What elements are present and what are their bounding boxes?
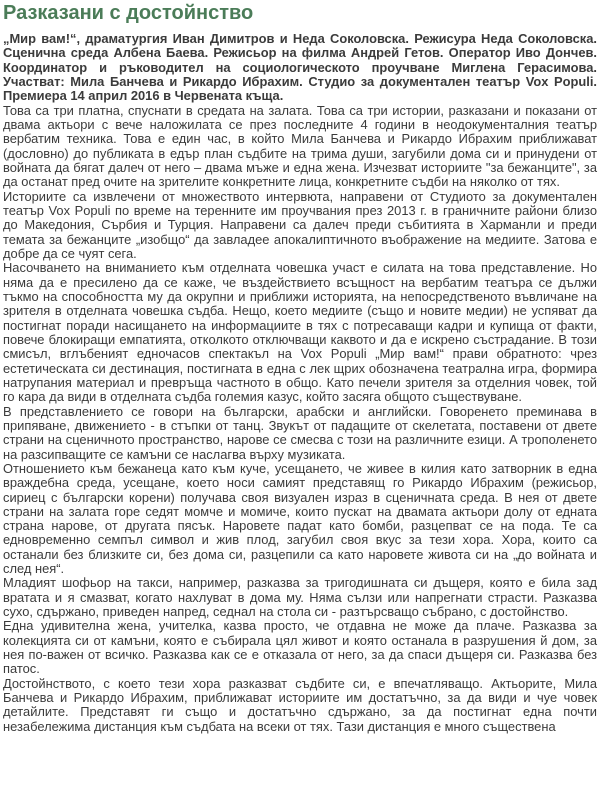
paragraph: Достойнството, с което тези хора разказват съдбите си, е впечатляващо. Актьорите, Мила Банчева и Рикардо Ибрахим, приближават историите им достатъчно, за да види и чуе човек детайлите. Представят ги също и достатъчно сдържано, за да постигнат една почти незабележима дистанция към съдбата на всеки от тях. Тази дистанция е много съществена	[3, 675, 597, 734]
paragraph: Една удивителна жена, учителка, казва просто, че отдавна не може да плаче. Разказва за колекцията си от камъни, която е събирала цял живот и която останала в разрушения й дом, за нея по-важен от всичко. Разказва как се е отказала от него, за да спаси дъщеря си. Разказва без патос.	[3, 618, 597, 677]
paragraph: В представлението се говори на български, арабски и английски. Говоренето преминава в припяване, движението - в стъпки от танц. Звукът от падащите от скелетата, поставени от двете страни на сценичното пространство, нарове се смесва с този на различните езици. А трополенето на разсипващите се камъни се наслагва върху музиката.	[3, 403, 597, 462]
article-body	[3, 104, 597, 734]
paragraph: Историите са извлечени от множеството интервюта, направени от Студиото за документален театър Vox Populi по време на теренните им проучвания през 2013 г. в граничните райони близо до Македония, Сърбия и Турция. Направени са далеч преди събитията в Харманли и преди темата за бежанците „изобщо“ да завладее апокалиптичното въображение на медиите. Затова е добре да се чуят сега.	[3, 188, 597, 261]
paragraph: Насочването на вниманието към отделната човешка участ е силата на това представление. Но няма да е пресилено да се каже, че въздействието всъщност на вербатим театъра се дължи тъкмо на способността му да окрупни и приближи историята, на непосредственото въвличане на зрителя в отделната човешка съдба. Нещо, което медиите (също и новите медии) не успяват да постигнат поради насищането на информациите в тях с потресаващи кадри и купища от факти, повече блокиращи емпатията, отколкото отключващи каквото и да е искрено състрадание. В този смисъл, вглъбеният едночасов спектакъл на Vox Populi „Мир вам!“ прави обратното: чрез естетическата си дестинация, постигната в една с лек щрих обозначена театрална игра, формира натрупания материал и превръща частното в общо. Като печели зрителя за отделния човек, той го кара да види в отделната съдба големия казус, който засяга общото съществуване.	[3, 260, 597, 405]
paragraph: Това са три платна, спуснати в средата на залата. Това са три истории, разказани и показани от двама актьори с вече наложилата се през последните 4 години в неодокументалния театър вербатим техника. Това е един час, в който Мила Банчева и Рикардо Ибрахим приближават (дословно) до публиката в едър план съдбите на трима души, загубили дома си и принудени от войната да бягат далеч от него – двама мъже и една жена. Изчезват историите "за бежанците", за да останат пред очите на зрителите конкретните лица, конкретните съдби на няколко от тях.	[3, 102, 597, 190]
paragraph: Младият шофьор на такси, например, разказва за тригодишната си дъщеря, която е била зад вратата и я смазват, когато нахлуват в дома му. Няма сълзи или напрегнати страсти. Разказва сухо, сдържано, приведен напред, седнал на стола си - разтърсващо събрано, с достойнство.	[3, 575, 597, 620]
paragraph: Отношението към бежанеца като към куче, усещането, че живее в килия като затворник в една враждебна среда, усещане, което носи самият представящ го Рикардо Ибрахим (режисьор, сириец с български корени) получава своя визуален израз в сценичната среда. В нея от двете страни на залата горе седят момче и момиче, които пускат на двамата актьори долу от едната страна нарове, от другата пясък. Наровете падат като бомби, разцепват се на пода. Те са едновременно семпъл символ и жив плод, загубил своя вкус за тези хора. Хора, които са останали без близките си, без дома си, разцепили са като наровете живота си на „до войната и след нея“.	[3, 460, 597, 577]
credits-paragraph: „Мир вам!“, драматургия Иван Димитров и Неда Соколовска. Режисура Неда Соколовска. Сценична среда Албена Баева. Режисьор на филма Андрей Гетов. Оператор Иво Дончев. Координатор и ръководител на социологическото проучване Миглена Герасимова. Участват: Мила Банчева и Рикардо Ибрахим. Студио за документален театър Vox Populi. Премиера 14 април 2016 в Червената къща.	[3, 31, 597, 104]
page-title: Разказани с достойнство	[3, 2, 254, 24]
